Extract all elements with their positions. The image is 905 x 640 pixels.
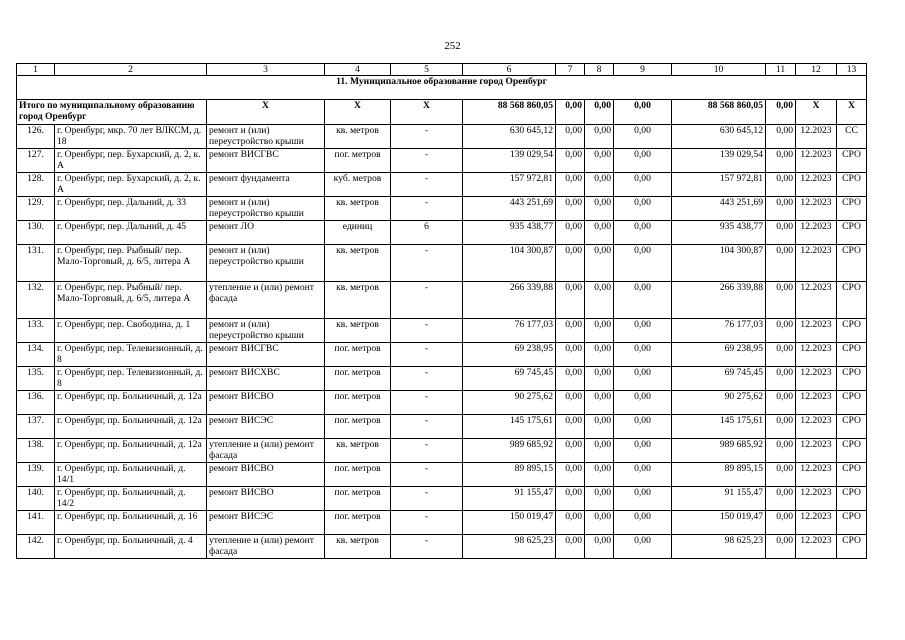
col-num-13: 13 bbox=[837, 64, 867, 76]
fund-col-7-cell: 0,00 bbox=[556, 439, 585, 463]
fund-col-8-cell: 0,00 bbox=[585, 173, 614, 197]
address-cell: г. Оренбург, пер. Дальний, д. 45 bbox=[55, 221, 207, 245]
fund-col-7-cell: 0,00 bbox=[556, 391, 585, 415]
total-c9: 0,00 bbox=[614, 100, 672, 125]
completion-date-cell: 12.2023 bbox=[796, 439, 837, 463]
total-c4: X bbox=[325, 100, 391, 125]
fund-col-8-cell: 0,00 bbox=[585, 487, 614, 511]
total-cost-cell: 935 438,77 bbox=[463, 221, 556, 245]
col-num-2: 2 bbox=[55, 64, 207, 76]
row-number-cell: 138. bbox=[17, 439, 55, 463]
fund-col-11-cell: 0,00 bbox=[766, 439, 796, 463]
unit-cell: пог. метров bbox=[325, 463, 391, 487]
completion-date-cell: 12.2023 bbox=[796, 221, 837, 245]
row-number-cell: 136. bbox=[17, 391, 55, 415]
address-cell: г. Оренбург, пер. Дальний, д. 33 bbox=[55, 197, 207, 221]
col-num-10: 10 bbox=[672, 64, 766, 76]
row-number-cell: 141. bbox=[17, 511, 55, 535]
total-c3: X bbox=[207, 100, 325, 125]
row-number-cell: 127. bbox=[17, 149, 55, 173]
quantity-cell: - bbox=[391, 511, 463, 535]
fund-col-7-cell: 0,00 bbox=[556, 535, 585, 559]
fund-col-10-cell: 145 175,61 bbox=[672, 415, 766, 439]
table-row bbox=[17, 221, 867, 245]
fund-col-7-cell: 0,00 bbox=[556, 173, 585, 197]
fund-col-11-cell: 0,00 bbox=[766, 282, 796, 319]
address-cell: г. Оренбург, мкр. 70 лет ВЛКСМ, д. 18 bbox=[55, 125, 207, 149]
fund-col-9-cell: 0,00 bbox=[614, 245, 672, 282]
row-number-cell: 133. bbox=[17, 319, 55, 343]
work-type-cell: ремонт и (или) переустройство крыши bbox=[207, 319, 325, 343]
fund-col-11-cell: 0,00 bbox=[766, 125, 796, 149]
fund-col-9-cell: 0,00 bbox=[614, 125, 672, 149]
work-type-cell: ремонт ВИСГВС bbox=[207, 343, 325, 367]
fund-col-9-cell: 0,00 bbox=[614, 149, 672, 173]
total-c8: 0,00 bbox=[585, 100, 614, 125]
work-type-cell: ремонт ВИСВО bbox=[207, 487, 325, 511]
total-c7: 0,00 bbox=[556, 100, 585, 125]
fund-col-9-cell: 0,00 bbox=[614, 511, 672, 535]
fund-col-10-cell: 443 251,69 bbox=[672, 197, 766, 221]
fund-col-10-cell: 69 745,45 bbox=[672, 367, 766, 391]
row-number-cell: 131. bbox=[17, 245, 55, 282]
fund-col-11-cell: 0,00 bbox=[766, 173, 796, 197]
address-cell: г. Оренбург, пер. Бухарский, д. 2, к. А bbox=[55, 173, 207, 197]
quantity-cell: 6 bbox=[391, 221, 463, 245]
fund-col-10-cell: 935 438,77 bbox=[672, 221, 766, 245]
row-number-cell: 126. bbox=[17, 125, 55, 149]
unit-cell: кв. метров bbox=[325, 282, 391, 319]
work-type-cell: ремонт ВИСЭС bbox=[207, 415, 325, 439]
fund-col-7-cell: 0,00 bbox=[556, 319, 585, 343]
table-row bbox=[17, 367, 867, 391]
row-number-cell: 137. bbox=[17, 415, 55, 439]
work-type-cell: ремонт ЛО bbox=[207, 221, 325, 245]
col-num-1: 1 bbox=[17, 64, 55, 76]
col-num-7: 7 bbox=[556, 64, 585, 76]
fund-col-9-cell: 0,00 bbox=[614, 391, 672, 415]
fund-col-8-cell: 0,00 bbox=[585, 415, 614, 439]
address-cell: г. Оренбург, пр. Больничный, д. 14/1 bbox=[55, 463, 207, 487]
table-body bbox=[17, 64, 867, 559]
completion-date-cell: 12.2023 bbox=[796, 487, 837, 511]
quantity-cell: - bbox=[391, 282, 463, 319]
column-number-row bbox=[17, 64, 867, 76]
quantity-cell: - bbox=[391, 415, 463, 439]
fund-col-7-cell: 0,00 bbox=[556, 487, 585, 511]
col-num-8: 8 bbox=[585, 64, 614, 76]
col-num-3: 3 bbox=[207, 64, 325, 76]
fund-col-10-cell: 98 625,23 bbox=[672, 535, 766, 559]
fund-col-8-cell: 0,00 bbox=[585, 391, 614, 415]
unit-cell: кв. метров bbox=[325, 125, 391, 149]
fund-col-9-cell: 0,00 bbox=[614, 197, 672, 221]
total-row bbox=[17, 100, 867, 125]
unit-cell: пог. метров bbox=[325, 367, 391, 391]
quantity-cell: - bbox=[391, 149, 463, 173]
fund-col-7-cell: 0,00 bbox=[556, 149, 585, 173]
quantity-cell: - bbox=[391, 319, 463, 343]
fund-col-11-cell: 0,00 bbox=[766, 391, 796, 415]
fund-col-9-cell: 0,00 bbox=[614, 439, 672, 463]
fund-col-9-cell: 0,00 bbox=[614, 343, 672, 367]
method-cell: СРО bbox=[837, 463, 867, 487]
work-type-cell: ремонт ВИСЭС bbox=[207, 511, 325, 535]
quantity-cell: - bbox=[391, 391, 463, 415]
fund-col-8-cell: 0,00 bbox=[585, 149, 614, 173]
fund-col-7-cell: 0,00 bbox=[556, 343, 585, 367]
col-num-4: 4 bbox=[325, 64, 391, 76]
fund-col-11-cell: 0,00 bbox=[766, 343, 796, 367]
method-cell: СРО bbox=[837, 149, 867, 173]
table-row bbox=[17, 149, 867, 173]
method-cell: СРО bbox=[837, 282, 867, 319]
fund-col-7-cell: 0,00 bbox=[556, 282, 585, 319]
method-cell: СРО bbox=[837, 197, 867, 221]
unit-cell: кв. метров bbox=[325, 245, 391, 282]
unit-cell: кв. метров bbox=[325, 439, 391, 463]
work-type-cell: утепление и (или) ремонт фасада bbox=[207, 439, 325, 463]
method-cell: СРО bbox=[837, 173, 867, 197]
table-row bbox=[17, 282, 867, 319]
col-num-6: 6 bbox=[463, 64, 556, 76]
fund-col-7-cell: 0,00 bbox=[556, 197, 585, 221]
fund-col-8-cell: 0,00 bbox=[585, 463, 614, 487]
table-row bbox=[17, 319, 867, 343]
fund-col-11-cell: 0,00 bbox=[766, 535, 796, 559]
fund-col-8-cell: 0,00 bbox=[585, 511, 614, 535]
fund-col-9-cell: 0,00 bbox=[614, 173, 672, 197]
fund-col-8-cell: 0,00 bbox=[585, 535, 614, 559]
fund-col-10-cell: 989 685,92 bbox=[672, 439, 766, 463]
total-cost-cell: 76 177,03 bbox=[463, 319, 556, 343]
table-row bbox=[17, 439, 867, 463]
fund-col-9-cell: 0,00 bbox=[614, 282, 672, 319]
fund-col-9-cell: 0,00 bbox=[614, 415, 672, 439]
table-row bbox=[17, 487, 867, 511]
total-cost-cell: 90 275,62 bbox=[463, 391, 556, 415]
fund-col-11-cell: 0,00 bbox=[766, 367, 796, 391]
fund-col-9-cell: 0,00 bbox=[614, 487, 672, 511]
method-cell: СРО bbox=[837, 535, 867, 559]
address-cell: г. Оренбург, пер. Телевизионный, д. 8 bbox=[55, 343, 207, 367]
fund-col-11-cell: 0,00 bbox=[766, 511, 796, 535]
address-cell: г. Оренбург, пр. Больничный, д. 12а bbox=[55, 415, 207, 439]
total-cost-cell: 630 645,12 bbox=[463, 125, 556, 149]
unit-cell: пог. метров bbox=[325, 511, 391, 535]
work-type-cell: ремонт ВИСВО bbox=[207, 463, 325, 487]
fund-col-7-cell: 0,00 bbox=[556, 367, 585, 391]
quantity-cell: - bbox=[391, 197, 463, 221]
completion-date-cell: 12.2023 bbox=[796, 245, 837, 282]
completion-date-cell: 12.2023 bbox=[796, 149, 837, 173]
fund-col-10-cell: 139 029,54 bbox=[672, 149, 766, 173]
completion-date-cell: 12.2023 bbox=[796, 367, 837, 391]
fund-col-9-cell: 0,00 bbox=[614, 221, 672, 245]
col-num-12: 12 bbox=[796, 64, 837, 76]
work-type-cell: ремонт ВИСХВС bbox=[207, 367, 325, 391]
total-c5: X bbox=[391, 100, 463, 125]
method-cell: СРО bbox=[837, 221, 867, 245]
completion-date-cell: 12.2023 bbox=[796, 391, 837, 415]
table-row bbox=[17, 535, 867, 559]
work-type-cell: ремонт ВИСВО bbox=[207, 391, 325, 415]
unit-cell: пог. метров bbox=[325, 415, 391, 439]
fund-col-8-cell: 0,00 bbox=[585, 282, 614, 319]
address-cell: г. Оренбург, пер. Рыбный/ пер. Мало-Торговый, д. 6/5, литера А bbox=[55, 282, 207, 319]
row-number-cell: 135. bbox=[17, 367, 55, 391]
total-cost-cell: 989 685,92 bbox=[463, 439, 556, 463]
capital-repair-table bbox=[16, 63, 867, 559]
completion-date-cell: 12.2023 bbox=[796, 282, 837, 319]
quantity-cell: - bbox=[391, 463, 463, 487]
row-number-cell: 134. bbox=[17, 343, 55, 367]
fund-col-11-cell: 0,00 bbox=[766, 197, 796, 221]
address-cell: г. Оренбург, пр. Больничный, д. 4 bbox=[55, 535, 207, 559]
method-cell: СРО bbox=[837, 391, 867, 415]
method-cell: СРО bbox=[837, 319, 867, 343]
completion-date-cell: 12.2023 bbox=[796, 511, 837, 535]
address-cell: г. Оренбург, пр. Больничный, д. 12а bbox=[55, 439, 207, 463]
work-type-cell: утепление и (или) ремонт фасада bbox=[207, 282, 325, 319]
fund-col-8-cell: 0,00 bbox=[585, 319, 614, 343]
row-number-cell: 132. bbox=[17, 282, 55, 319]
method-cell: СРО bbox=[837, 367, 867, 391]
method-cell: СРО bbox=[837, 245, 867, 282]
total-cost-cell: 443 251,69 bbox=[463, 197, 556, 221]
work-type-cell: ремонт фундамента bbox=[207, 173, 325, 197]
address-cell: г. Оренбург, пер. Рыбный/ пер. Мало-Торговый, д. 6/5, литера А bbox=[55, 245, 207, 282]
fund-col-10-cell: 630 645,12 bbox=[672, 125, 766, 149]
fund-col-9-cell: 0,00 bbox=[614, 367, 672, 391]
total-cost-cell: 69 745,45 bbox=[463, 367, 556, 391]
fund-col-8-cell: 0,00 bbox=[585, 125, 614, 149]
total-cost-cell: 157 972,81 bbox=[463, 173, 556, 197]
row-number-cell: 139. bbox=[17, 463, 55, 487]
fund-col-8-cell: 0,00 bbox=[585, 197, 614, 221]
fund-col-10-cell: 266 339,88 bbox=[672, 282, 766, 319]
completion-date-cell: 12.2023 bbox=[796, 197, 837, 221]
total-cost-cell: 150 019,47 bbox=[463, 511, 556, 535]
total-cost-cell: 139 029,54 bbox=[463, 149, 556, 173]
method-cell: СРО bbox=[837, 415, 867, 439]
fund-col-11-cell: 0,00 bbox=[766, 221, 796, 245]
table-row bbox=[17, 391, 867, 415]
method-cell: СС bbox=[837, 125, 867, 149]
fund-col-11-cell: 0,00 bbox=[766, 319, 796, 343]
section-title: 11. Муниципальное образование город Оренбург bbox=[17, 76, 867, 100]
work-type-cell: ремонт и (или) переустройство крыши bbox=[207, 197, 325, 221]
total-label: Итого по муниципальному образованию город Оренбург bbox=[17, 100, 207, 125]
fund-col-10-cell: 90 275,62 bbox=[672, 391, 766, 415]
address-cell: г. Оренбург, пр. Больничный, д. 12а bbox=[55, 391, 207, 415]
fund-col-10-cell: 89 895,15 bbox=[672, 463, 766, 487]
fund-col-7-cell: 0,00 bbox=[556, 415, 585, 439]
table-row bbox=[17, 511, 867, 535]
col-num-9: 9 bbox=[614, 64, 672, 76]
method-cell: СРО bbox=[837, 439, 867, 463]
address-cell: г. Оренбург, пр. Больничный, д. 14/2 bbox=[55, 487, 207, 511]
quantity-cell: - bbox=[391, 343, 463, 367]
fund-col-8-cell: 0,00 bbox=[585, 221, 614, 245]
fund-col-7-cell: 0,00 bbox=[556, 221, 585, 245]
quantity-cell: - bbox=[391, 439, 463, 463]
total-c13: X bbox=[837, 100, 867, 125]
quantity-cell: - bbox=[391, 367, 463, 391]
fund-col-11-cell: 0,00 bbox=[766, 415, 796, 439]
fund-col-8-cell: 0,00 bbox=[585, 343, 614, 367]
fund-col-10-cell: 69 238,95 bbox=[672, 343, 766, 367]
quantity-cell: - bbox=[391, 535, 463, 559]
fund-col-9-cell: 0,00 bbox=[614, 319, 672, 343]
table-row bbox=[17, 197, 867, 221]
row-number-cell: 129. bbox=[17, 197, 55, 221]
unit-cell: единиц bbox=[325, 221, 391, 245]
work-type-cell: утепление и (или) ремонт фасада bbox=[207, 535, 325, 559]
total-cost-cell: 266 339,88 bbox=[463, 282, 556, 319]
table-row bbox=[17, 173, 867, 197]
total-cost-cell: 98 625,23 bbox=[463, 535, 556, 559]
fund-col-10-cell: 157 972,81 bbox=[672, 173, 766, 197]
table-row bbox=[17, 343, 867, 367]
unit-cell: кв. метров bbox=[325, 197, 391, 221]
quantity-cell: - bbox=[391, 245, 463, 282]
fund-col-7-cell: 0,00 bbox=[556, 245, 585, 282]
table-row bbox=[17, 415, 867, 439]
fund-col-11-cell: 0,00 bbox=[766, 463, 796, 487]
total-cost-cell: 104 300,87 bbox=[463, 245, 556, 282]
work-type-cell: ремонт и (или) переустройство крыши bbox=[207, 245, 325, 282]
row-number-cell: 128. bbox=[17, 173, 55, 197]
method-cell: СРО bbox=[837, 343, 867, 367]
address-cell: г. Оренбург, пер. Свободина, д. 1 bbox=[55, 319, 207, 343]
quantity-cell: - bbox=[391, 487, 463, 511]
completion-date-cell: 12.2023 bbox=[796, 125, 837, 149]
fund-col-8-cell: 0,00 bbox=[585, 439, 614, 463]
work-type-cell: ремонт ВИСГВС bbox=[207, 149, 325, 173]
table-row bbox=[17, 125, 867, 149]
table-row bbox=[17, 463, 867, 487]
completion-date-cell: 12.2023 bbox=[796, 173, 837, 197]
unit-cell: пог. метров bbox=[325, 391, 391, 415]
fund-col-7-cell: 0,00 bbox=[556, 463, 585, 487]
unit-cell: кв. метров bbox=[325, 319, 391, 343]
col-num-5: 5 bbox=[391, 64, 463, 76]
total-c6: 88 568 860,05 bbox=[463, 100, 556, 125]
unit-cell: кв. метров bbox=[325, 535, 391, 559]
method-cell: СРО bbox=[837, 511, 867, 535]
fund-col-11-cell: 0,00 bbox=[766, 487, 796, 511]
table-row bbox=[17, 245, 867, 282]
address-cell: г. Оренбург, пер. Телевизионный, д. 8 bbox=[55, 367, 207, 391]
total-cost-cell: 91 155,47 bbox=[463, 487, 556, 511]
fund-col-11-cell: 0,00 bbox=[766, 149, 796, 173]
fund-col-9-cell: 0,00 bbox=[614, 463, 672, 487]
work-type-cell: ремонт и (или) переустройство крыши bbox=[207, 125, 325, 149]
unit-cell: куб. метров bbox=[325, 173, 391, 197]
quantity-cell: - bbox=[391, 173, 463, 197]
fund-col-8-cell: 0,00 bbox=[585, 367, 614, 391]
unit-cell: пог. метров bbox=[325, 149, 391, 173]
page-number: 252 bbox=[444, 40, 461, 52]
completion-date-cell: 12.2023 bbox=[796, 463, 837, 487]
row-number-cell: 142. bbox=[17, 535, 55, 559]
fund-col-10-cell: 91 155,47 bbox=[672, 487, 766, 511]
completion-date-cell: 12.2023 bbox=[796, 343, 837, 367]
completion-date-cell: 12.2023 bbox=[796, 319, 837, 343]
total-c12: X bbox=[796, 100, 837, 125]
method-cell: СРО bbox=[837, 487, 867, 511]
row-number-cell: 140. bbox=[17, 487, 55, 511]
address-cell: г. Оренбург, пр. Больничный, д. 16 bbox=[55, 511, 207, 535]
total-c11: 0,00 bbox=[766, 100, 796, 125]
fund-col-7-cell: 0,00 bbox=[556, 511, 585, 535]
fund-col-11-cell: 0,00 bbox=[766, 245, 796, 282]
col-num-11: 11 bbox=[766, 64, 796, 76]
fund-col-7-cell: 0,00 bbox=[556, 125, 585, 149]
fund-col-10-cell: 104 300,87 bbox=[672, 245, 766, 282]
completion-date-cell: 12.2023 bbox=[796, 415, 837, 439]
row-number-cell: 130. bbox=[17, 221, 55, 245]
total-c10: 88 568 860,05 bbox=[672, 100, 766, 125]
unit-cell: пог. метров bbox=[325, 343, 391, 367]
section-title-row bbox=[17, 76, 867, 100]
total-cost-cell: 145 175,61 bbox=[463, 415, 556, 439]
fund-col-10-cell: 76 177,03 bbox=[672, 319, 766, 343]
quantity-cell: - bbox=[391, 125, 463, 149]
unit-cell: пог. метров bbox=[325, 487, 391, 511]
completion-date-cell: 12.2023 bbox=[796, 535, 837, 559]
fund-col-9-cell: 0,00 bbox=[614, 535, 672, 559]
address-cell: г. Оренбург, пер. Бухарский, д. 2, к. А bbox=[55, 149, 207, 173]
fund-col-8-cell: 0,00 bbox=[585, 245, 614, 282]
fund-col-10-cell: 150 019,47 bbox=[672, 511, 766, 535]
total-cost-cell: 89 895,15 bbox=[463, 463, 556, 487]
total-cost-cell: 69 238,95 bbox=[463, 343, 556, 367]
